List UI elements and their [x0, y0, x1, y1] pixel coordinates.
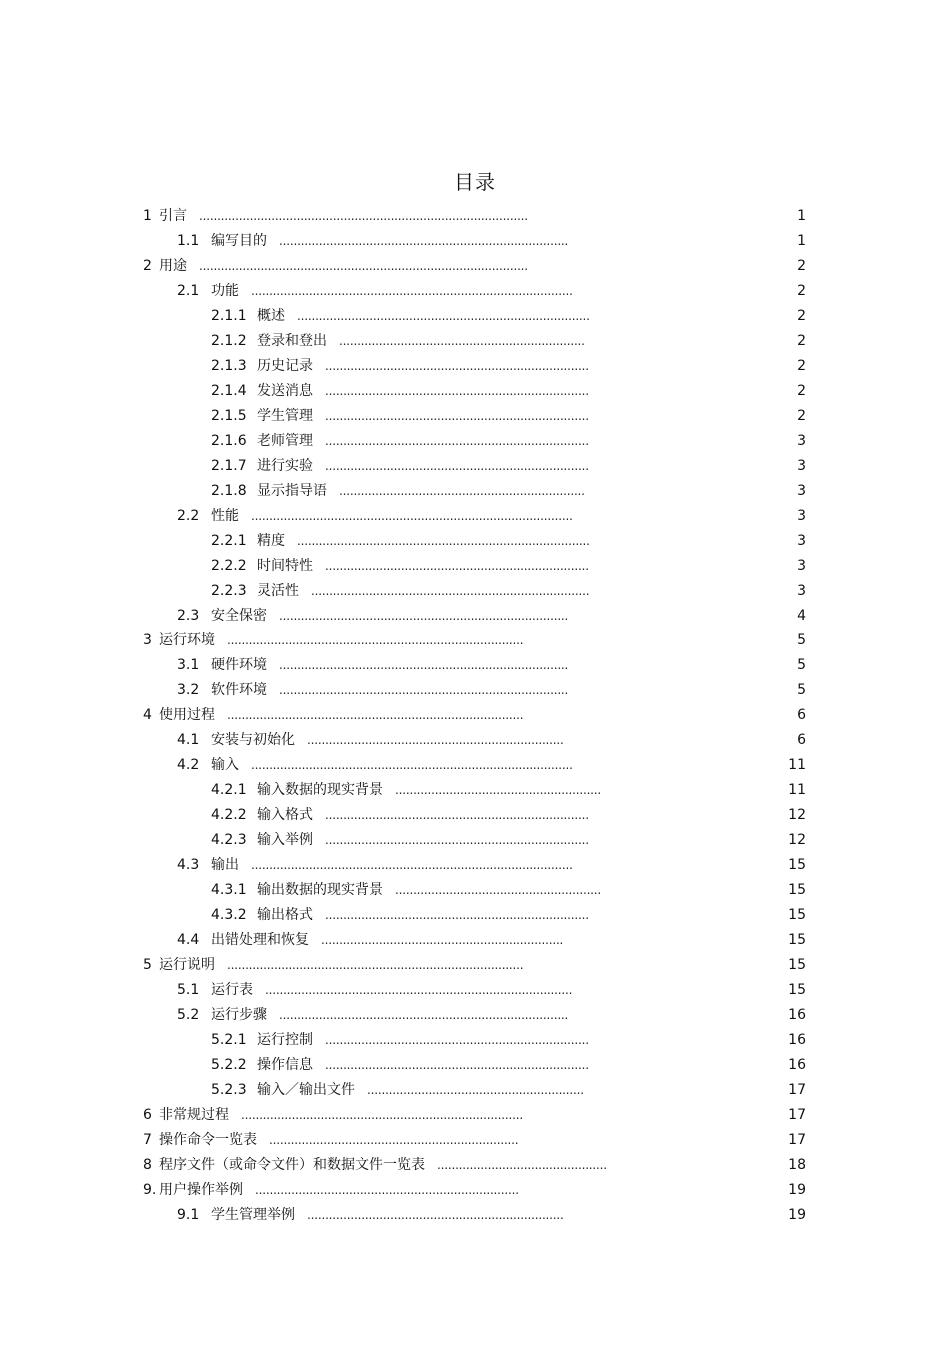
toc-entry-page: 16	[788, 1031, 806, 1048]
toc-entry-page: 17	[788, 1131, 806, 1148]
toc-entry-number: 4.2	[177, 757, 200, 774]
toc-leader-dots: .........................................................	[395, 783, 602, 798]
toc-leader-dots: ...................................................................	[321, 933, 564, 948]
toc-entry-page: 2	[797, 357, 806, 374]
toc-leader-dots: .........................................................................	[325, 833, 589, 848]
toc-leader-dots: .........................................................................	[255, 1182, 519, 1197]
toc-entry-number: 4.3	[177, 857, 200, 874]
toc-entry-number: 9.	[143, 1181, 157, 1198]
toc-entry[interactable]	[0, 903, 950, 928]
toc-entry-number: 7	[143, 1131, 152, 1148]
toc-entry-page: 12	[788, 832, 806, 849]
toc-leader-dots: ..................................................................................	[227, 708, 524, 723]
toc-entry-label: 精度	[257, 532, 285, 549]
toc-entry-number: 5.1	[177, 982, 200, 999]
toc-entry-page: 4	[797, 607, 806, 624]
toc-entry-number: 2.1.8	[211, 482, 247, 499]
toc-entry[interactable]	[0, 1053, 950, 1078]
toc-leader-dots: ............................................................	[367, 1082, 584, 1097]
toc-entry-page: 2	[797, 282, 806, 299]
toc-entry-label: 功能	[211, 282, 239, 299]
toc-leader-dots: .........................................................................................	[251, 508, 573, 523]
toc-entry-label: 操作命令一览表	[159, 1131, 257, 1148]
toc-entry-label: 输入数据的现实背景	[257, 782, 383, 799]
toc-entry-number: 5	[143, 957, 152, 974]
toc-entry[interactable]	[0, 778, 950, 803]
toc-entry-number: 3	[143, 632, 152, 649]
toc-entry[interactable]	[0, 853, 950, 878]
toc-leader-dots: ....................................................................	[339, 483, 585, 498]
toc-entry[interactable]	[0, 978, 950, 1003]
toc-entry-number: 3.1	[177, 657, 200, 674]
toc-leader-dots: .................................................................................	[297, 308, 590, 323]
toc-entry-label: 概述	[257, 307, 285, 324]
toc-leader-dots: .....................................................................	[269, 1132, 519, 1147]
toc-entry-label: 安装与初始化	[211, 732, 295, 749]
toc-entry-number: 3.2	[177, 682, 200, 699]
toc-entry[interactable]	[0, 628, 950, 653]
toc-entry-number: 4.3.1	[211, 882, 247, 899]
toc-leader-dots: .........................................................................	[325, 1057, 589, 1072]
toc-entry-number: 1	[143, 208, 152, 224]
toc-entry[interactable]	[0, 329, 950, 354]
toc-leader-dots: .....................................................................................	[265, 983, 573, 998]
toc-entry-page: 12	[788, 807, 806, 824]
toc-entry[interactable]	[0, 1178, 950, 1203]
toc-entry-label: 输出格式	[257, 907, 313, 924]
toc-entry-label: 运行说明	[159, 957, 215, 974]
toc-entry[interactable]	[0, 404, 950, 429]
toc-entry-label: 输入／输出文件	[257, 1081, 355, 1098]
toc-entry-page: 15	[788, 957, 806, 974]
toc-entry[interactable]	[0, 279, 950, 304]
toc-entry[interactable]	[0, 454, 950, 479]
toc-entry-label: 进行实验	[257, 457, 313, 474]
toc-entry-page: 19	[788, 1181, 806, 1198]
toc-leader-dots: .........................................................................	[325, 1032, 589, 1047]
toc-entry-page: 3	[797, 482, 806, 499]
toc-entry-page: 15	[788, 907, 806, 924]
toc-entry-label: 学生管理	[257, 407, 313, 424]
toc-entry-number: 2.1.7	[211, 457, 247, 474]
toc-entry[interactable]	[0, 1203, 950, 1228]
toc-entry-number: 2.1.3	[211, 357, 247, 374]
toc-entry[interactable]	[0, 379, 950, 404]
toc-entry-number: 2.1.6	[211, 432, 247, 449]
toc-entry-page: 3	[797, 557, 806, 574]
toc-entry-number: 2.3	[177, 607, 200, 624]
toc-entry-number: 2.1.1	[211, 307, 247, 324]
toc-entry-page: 17	[788, 1081, 806, 1098]
toc-entry-number: 2.1	[177, 282, 200, 299]
toc-entry[interactable]	[0, 1078, 950, 1103]
toc-leader-dots: .........................................................................................	[251, 758, 573, 773]
toc-entry-label: 程序文件（或命令文件）和数据文件一览表	[159, 1156, 425, 1173]
table-of-contents	[0, 204, 950, 1228]
toc-entry-page: 15	[788, 932, 806, 949]
toc-entry-number: 4.1	[177, 732, 200, 749]
toc-leader-dots: .........................................................................	[325, 808, 589, 823]
toc-leader-dots: ................................................................................	[279, 658, 569, 673]
toc-entry-page: 6	[797, 732, 806, 749]
toc-entry-label: 运行表	[211, 982, 253, 999]
toc-entry-label: 发送消息	[257, 382, 313, 399]
toc-leader-dots: .......................................................................	[307, 733, 564, 748]
toc-leader-dots: .......................................................................	[307, 1207, 564, 1222]
toc-entry[interactable]	[0, 529, 950, 554]
toc-entry[interactable]	[0, 703, 950, 728]
toc-leader-dots: .................................................................................	[297, 533, 590, 548]
toc-leader-dots: ................................................................................	[279, 683, 569, 698]
toc-entry-label: 历史记录	[257, 357, 313, 374]
toc-entry-number: 4.3.2	[211, 907, 247, 924]
toc-entry-label: 用户操作举例	[159, 1181, 243, 1198]
toc-entry-label: 输入	[211, 757, 239, 774]
toc-entry-page: 17	[788, 1106, 806, 1123]
toc-entry-label: 非常规过程	[159, 1106, 229, 1123]
toc-entry-page: 3	[797, 507, 806, 524]
toc-entry-page: 2	[797, 407, 806, 424]
toc-entry[interactable]	[0, 953, 950, 978]
toc-entry-page: 3	[797, 532, 806, 549]
toc-entry-number: 4	[143, 707, 152, 724]
toc-leader-dots: ................................................................................	[279, 233, 569, 248]
toc-entry-number: 9.1	[177, 1206, 200, 1223]
toc-entry-label: 编写目的	[211, 232, 267, 249]
toc-entry-number: 2.2.1	[211, 532, 247, 549]
toc-entry-label: 输入举例	[257, 832, 313, 849]
toc-entry-page: 18	[788, 1156, 806, 1173]
toc-entry[interactable]	[0, 579, 950, 604]
toc-entry[interactable]	[0, 753, 950, 778]
toc-entry-label: 显示指导语	[257, 482, 327, 499]
toc-leader-dots: ..............................................................................	[241, 1107, 523, 1122]
toc-entry-number: 2.2.3	[211, 582, 247, 599]
toc-entry-label: 灵活性	[257, 582, 299, 599]
toc-entry-label: 性能	[211, 507, 239, 524]
toc-entry-label: 学生管理举例	[211, 1206, 295, 1223]
toc-entry-page: 5	[797, 657, 806, 674]
toc-leader-dots: .........................................................................	[325, 458, 589, 473]
toc-entry[interactable]	[0, 1003, 950, 1028]
toc-leader-dots: .............................................................................	[311, 583, 590, 598]
toc-leader-dots: .........................................................................................	[251, 858, 573, 873]
toc-entry-label: 老师管理	[257, 432, 313, 449]
toc-entry[interactable]	[0, 678, 950, 703]
toc-entry-page: 1	[797, 208, 806, 224]
toc-entry-label: 引言	[159, 208, 187, 224]
toc-entry-label: 操作信息	[257, 1056, 313, 1073]
toc-leader-dots: .........................................................................	[325, 358, 589, 373]
toc-entry[interactable]	[0, 604, 950, 629]
toc-entry-number: 2.1.5	[211, 407, 247, 424]
toc-entry-label: 使用过程	[159, 707, 215, 724]
toc-entry-page: 2	[797, 307, 806, 324]
toc-leader-dots: .........................................................................	[325, 433, 589, 448]
toc-entry[interactable]	[0, 554, 950, 579]
toc-entry-page: 5	[797, 682, 806, 699]
toc-entry-label: 硬件环境	[211, 657, 267, 674]
toc-leader-dots: ...........................................................................................	[199, 258, 528, 273]
toc-entry[interactable]	[0, 479, 950, 504]
toc-entry-number: 4.4	[177, 932, 200, 949]
toc-entry-page: 3	[797, 432, 806, 449]
toc-leader-dots: ..................................................................................	[227, 958, 524, 973]
toc-entry-number: 4.2.2	[211, 807, 247, 824]
toc-entry-label: 运行控制	[257, 1031, 313, 1048]
toc-entry[interactable]	[0, 1153, 950, 1178]
toc-entry-number: 5.2	[177, 1007, 200, 1023]
toc-entry[interactable]	[0, 229, 950, 254]
toc-leader-dots: ...............................................	[437, 1157, 607, 1172]
toc-entry-page: 1	[797, 232, 806, 249]
toc-entry-number: 8	[143, 1156, 152, 1173]
toc-leader-dots: .........................................................................	[325, 383, 589, 398]
toc-entry-number: 2.1.2	[211, 332, 247, 349]
toc-entry-number: 1.1	[177, 232, 200, 249]
toc-entry-label: 输入格式	[257, 807, 313, 824]
toc-entry-page: 19	[788, 1206, 806, 1223]
toc-entry-page: 2	[797, 382, 806, 399]
toc-entry[interactable]	[0, 928, 950, 953]
toc-entry-number: 2.2.2	[211, 557, 247, 574]
toc-leader-dots: .........................................................................................	[251, 283, 573, 298]
toc-entry-page: 16	[788, 1007, 806, 1023]
toc-entry[interactable]	[0, 204, 950, 229]
toc-entry-label: 时间特性	[257, 557, 313, 574]
toc-entry[interactable]	[0, 1128, 950, 1153]
toc-entry-page: 15	[788, 982, 806, 999]
toc-entry[interactable]	[0, 354, 950, 379]
toc-leader-dots: ....................................................................	[339, 333, 585, 348]
toc-entry-label: 运行环境	[159, 632, 215, 649]
toc-entry-page: 2	[797, 332, 806, 349]
toc-entry-page: 3	[797, 457, 806, 474]
toc-entry-number: 4.2.1	[211, 782, 247, 799]
toc-entry-label: 登录和登出	[257, 332, 327, 349]
toc-entry[interactable]	[0, 878, 950, 903]
toc-entry-number: 5.2.3	[211, 1081, 247, 1098]
toc-entry-label: 用途	[159, 257, 187, 274]
toc-entry[interactable]	[0, 304, 950, 329]
toc-leader-dots: .........................................................	[395, 883, 602, 898]
toc-entry[interactable]	[0, 828, 950, 853]
toc-entry-number: 5.2.1	[211, 1031, 247, 1048]
toc-entry[interactable]	[0, 254, 950, 279]
toc-leader-dots: .........................................................................	[325, 408, 589, 423]
toc-entry-page: 2	[797, 257, 806, 274]
toc-entry-number: 6	[143, 1106, 152, 1123]
toc-leader-dots: ..................................................................................	[227, 633, 524, 648]
toc-entry[interactable]	[0, 1028, 950, 1053]
toc-entry-label: 出错处理和恢复	[211, 932, 309, 949]
toc-entry[interactable]	[0, 653, 950, 678]
toc-entry-number: 5.2.2	[211, 1056, 247, 1073]
toc-entry-page: 5	[797, 632, 806, 649]
toc-entry-label: 输出数据的现实背景	[257, 882, 383, 899]
toc-entry-page: 15	[788, 857, 806, 874]
toc-entry-page: 11	[788, 782, 806, 799]
toc-entry-page: 6	[797, 707, 806, 724]
toc-entry-label: 安全保密	[211, 607, 267, 624]
toc-title: 目录	[454, 170, 496, 194]
toc-entry-label: 输出	[211, 857, 239, 874]
toc-entry[interactable]	[0, 429, 950, 454]
toc-entry[interactable]	[0, 728, 950, 753]
toc-entry[interactable]	[0, 803, 950, 828]
toc-entry-label: 软件环境	[211, 682, 267, 699]
toc-entry-page: 11	[788, 757, 806, 774]
toc-entry-number: 2.1.4	[211, 382, 247, 399]
toc-entry[interactable]	[0, 504, 950, 529]
toc-entry-number: 2.2	[177, 507, 200, 524]
toc-entry-label: 运行步骤	[211, 1007, 267, 1023]
toc-leader-dots: ................................................................................	[279, 608, 569, 623]
toc-entry-number: 2	[143, 257, 152, 274]
toc-entry-page: 16	[788, 1056, 806, 1073]
toc-entry-page: 3	[797, 582, 806, 599]
toc-entry-number: 4.2.3	[211, 832, 247, 849]
toc-entry-page: 15	[788, 882, 806, 899]
toc-leader-dots: ................................................................................	[279, 1008, 569, 1022]
toc-entry[interactable]	[0, 1103, 950, 1128]
toc-leader-dots: ...........................................................................................	[199, 209, 528, 223]
toc-leader-dots: .........................................................................	[325, 558, 589, 573]
toc-leader-dots: .........................................................................	[325, 908, 589, 923]
